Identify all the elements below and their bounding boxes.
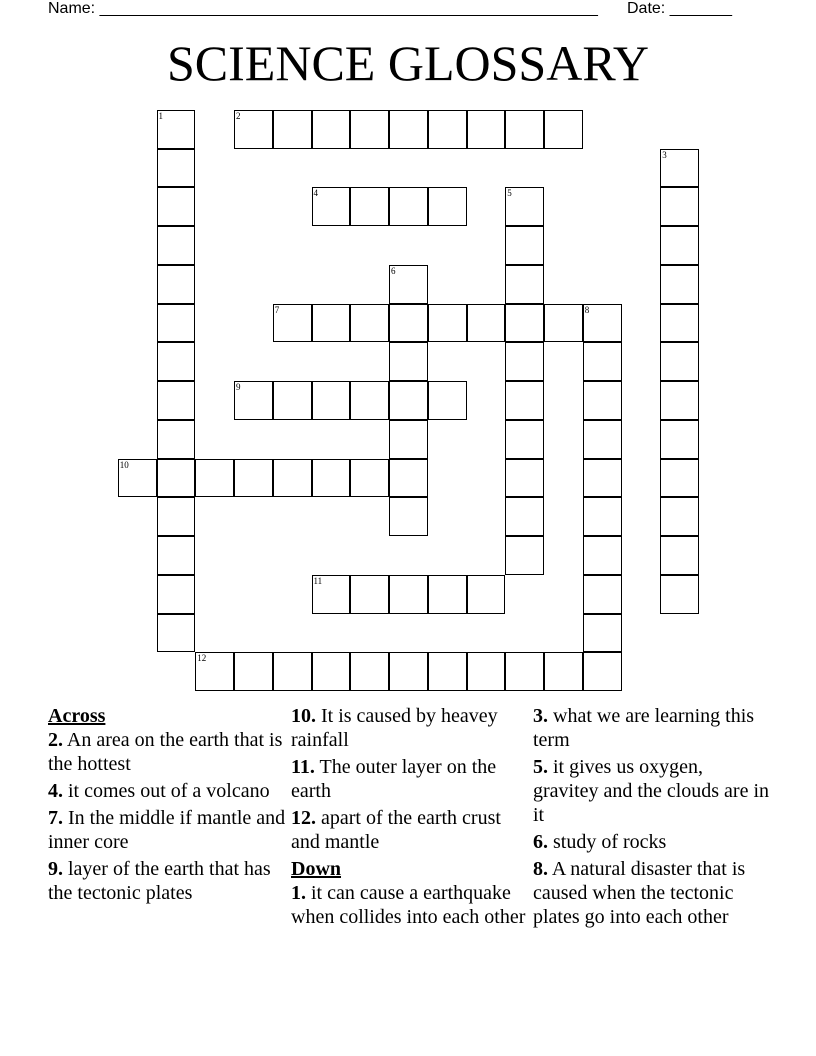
- grid-cell[interactable]: [389, 304, 428, 343]
- grid-cell[interactable]: [389, 381, 428, 420]
- clue-text: apart of the earth crust and mantle: [291, 807, 501, 853]
- grid-cell[interactable]: [157, 381, 196, 420]
- clue-number: 8.: [533, 858, 548, 880]
- clue-number: 10: [119, 459, 129, 470]
- grid-cell[interactable]: [312, 459, 351, 498]
- clue-text: it gives us oxygen, gravitey and the clouds are in it: [533, 756, 770, 826]
- grid-cell[interactable]: [157, 420, 196, 459]
- grid-cell[interactable]: [428, 187, 467, 226]
- grid-cell[interactable]: [660, 187, 699, 226]
- clue: [533, 830, 773, 854]
- grid-cell[interactable]: [234, 459, 273, 498]
- grid-cell[interactable]: [157, 149, 196, 188]
- clue: [48, 779, 288, 803]
- clue-number: 1.: [291, 882, 306, 904]
- grid-cell[interactable]: [273, 459, 312, 498]
- grid-cell[interactable]: [544, 110, 583, 149]
- grid-cell[interactable]: [505, 226, 544, 265]
- grid-cell[interactable]: [157, 497, 196, 536]
- grid-cell[interactable]: [467, 110, 506, 149]
- grid-cell[interactable]: [660, 497, 699, 536]
- grid-cell[interactable]: [389, 652, 428, 691]
- grid-cell[interactable]: [583, 304, 622, 343]
- clue: [291, 704, 531, 752]
- grid-cell[interactable]: [505, 459, 544, 498]
- clue-number: 3.: [533, 705, 548, 727]
- grid-cell[interactable]: [660, 226, 699, 265]
- grid-cell[interactable]: [428, 110, 467, 149]
- grid-cell[interactable]: [157, 226, 196, 265]
- clue-number: 6: [391, 265, 396, 276]
- grid-cell[interactable]: [195, 459, 234, 498]
- grid-cell[interactable]: [505, 536, 544, 575]
- grid-cell[interactable]: [583, 614, 622, 653]
- clue-number: 12.: [291, 807, 316, 829]
- grid-cell[interactable]: [660, 304, 699, 343]
- grid-cell[interactable]: [389, 497, 428, 536]
- grid-cell[interactable]: [273, 304, 312, 343]
- grid-cell[interactable]: [350, 459, 389, 498]
- clue-number: 11: [313, 575, 323, 586]
- grid-cell[interactable]: [350, 187, 389, 226]
- down-heading: Down: [291, 858, 342, 880]
- grid-cell[interactable]: [157, 304, 196, 343]
- clue-number: 3: [662, 149, 667, 160]
- clue-text: it comes out of a volcano: [68, 780, 270, 802]
- clue: [291, 881, 531, 929]
- grid-cell[interactable]: [467, 575, 506, 614]
- grid-cell[interactable]: [583, 575, 622, 614]
- grid-cell[interactable]: [505, 187, 544, 226]
- clue-text: it can cause a earthquake when collides into each other: [291, 882, 526, 928]
- grid-cell[interactable]: [660, 536, 699, 575]
- grid-cell[interactable]: [583, 381, 622, 420]
- grid-cell[interactable]: [583, 459, 622, 498]
- grid-cell[interactable]: [157, 265, 196, 304]
- clue-text: It is caused by heavey rainfall: [291, 705, 498, 751]
- clue-text: A natural disaster that is caused when the tectonic plates go into each other: [533, 858, 746, 928]
- clue: [291, 755, 531, 803]
- grid-cell[interactable]: [389, 265, 428, 304]
- grid-cell[interactable]: [505, 342, 544, 381]
- grid-cell[interactable]: [273, 652, 312, 691]
- clue-text: what we are learning this term: [533, 705, 755, 751]
- clue: [533, 704, 773, 752]
- grid-cell[interactable]: [660, 459, 699, 498]
- grid-cell[interactable]: [428, 304, 467, 343]
- grid-cell[interactable]: [350, 304, 389, 343]
- clues-column-1: [48, 704, 288, 908]
- grid-cell[interactable]: [312, 304, 351, 343]
- grid-cell[interactable]: [157, 459, 196, 498]
- grid-cell[interactable]: [350, 652, 389, 691]
- grid-cell[interactable]: [660, 149, 699, 188]
- clue-text: study of rocks: [553, 831, 667, 853]
- clue: [48, 857, 288, 905]
- grid-cell[interactable]: [467, 652, 506, 691]
- clue-text: layer of the earth that has the tectonic plates: [48, 858, 271, 904]
- grid-cell[interactable]: [312, 110, 351, 149]
- clue-number: 6.: [533, 831, 548, 853]
- grid-cell[interactable]: [157, 110, 196, 149]
- clues-column-2: [291, 704, 531, 932]
- clue-number: 1: [158, 110, 163, 121]
- grid-cell[interactable]: [312, 652, 351, 691]
- grid-cell[interactable]: [312, 381, 351, 420]
- grid-cell[interactable]: [505, 381, 544, 420]
- grid-cell[interactable]: [273, 110, 312, 149]
- grid-cell[interactable]: [428, 575, 467, 614]
- clue-number: 7.: [48, 807, 63, 829]
- date-field: Date: _______: [627, 0, 732, 17]
- clue-number: 12: [197, 653, 207, 664]
- grid-cell[interactable]: [234, 110, 273, 149]
- grid-cell[interactable]: [389, 342, 428, 381]
- clue: [533, 755, 773, 827]
- grid-cell[interactable]: [389, 575, 428, 614]
- grid-cell[interactable]: [467, 304, 506, 343]
- clue-number: 11.: [291, 756, 315, 778]
- grid-cell[interactable]: [505, 497, 544, 536]
- grid-cell[interactable]: [505, 652, 544, 691]
- grid-cell[interactable]: [389, 187, 428, 226]
- grid-cell[interactable]: [583, 536, 622, 575]
- grid-cell[interactable]: [195, 652, 234, 691]
- grid-cell[interactable]: [660, 381, 699, 420]
- clue-text: The outer layer on the earth: [291, 756, 497, 802]
- clue-number: 7: [274, 304, 280, 315]
- clue: [48, 728, 288, 776]
- grid-cell[interactable]: [505, 420, 544, 459]
- grid-cell[interactable]: [583, 342, 622, 381]
- clue-number: 9: [236, 382, 241, 392]
- grid-cell[interactable]: [350, 110, 389, 149]
- clue-number: 9.: [48, 858, 63, 880]
- grid-cell[interactable]: [157, 575, 196, 614]
- grid-cell[interactable]: [583, 420, 622, 459]
- grid-cell[interactable]: [505, 265, 544, 304]
- grid-cell[interactable]: [583, 497, 622, 536]
- grid-cell[interactable]: [234, 381, 273, 420]
- clue-number: 4: [313, 188, 318, 199]
- clue-text: An area on the earth that is the hottest: [48, 729, 283, 775]
- across-heading: Across: [48, 705, 106, 727]
- grid-cell[interactable]: [312, 187, 351, 226]
- clue-number: 4.: [48, 780, 63, 802]
- grid-cell[interactable]: [273, 381, 312, 420]
- clue: [533, 857, 773, 929]
- clue-number: 2.: [48, 729, 63, 751]
- grid-cell[interactable]: [428, 381, 467, 420]
- grid-cell[interactable]: [660, 420, 699, 459]
- grid-cell[interactable]: [505, 304, 544, 343]
- grid-cell[interactable]: [350, 575, 389, 614]
- name-field: Name: ________________________________________________________: [48, 0, 598, 17]
- grid-cell[interactable]: [389, 420, 428, 459]
- clue: [48, 806, 288, 854]
- grid-cell[interactable]: [583, 652, 622, 691]
- clue-number: 2: [236, 110, 241, 121]
- clue-number: 8: [584, 304, 590, 315]
- page-title: SCIENCE GLOSSARY: [166, 35, 650, 91]
- grid-cell[interactable]: [544, 652, 583, 691]
- grid-cell[interactable]: [428, 652, 467, 691]
- grid-cell[interactable]: [660, 265, 699, 304]
- grid-cell[interactable]: [660, 575, 699, 614]
- grid-cell[interactable]: [157, 187, 196, 226]
- clue-number: 5: [507, 188, 512, 199]
- grid-cell[interactable]: [350, 381, 389, 420]
- clue-number: 5.: [533, 756, 548, 778]
- grid-cell[interactable]: [234, 652, 273, 691]
- grid-cell[interactable]: [389, 110, 428, 149]
- grid-cell[interactable]: [312, 575, 351, 614]
- grid-cell[interactable]: [157, 614, 196, 653]
- clue: [291, 806, 531, 854]
- clue-number: 10.: [291, 705, 316, 727]
- clue-text: In the middle if mantle and inner core: [48, 807, 286, 853]
- grid-cell[interactable]: [544, 304, 583, 343]
- grid-cell[interactable]: [157, 342, 196, 381]
- grid-cell[interactable]: [505, 110, 544, 149]
- clues-column-3: [533, 704, 773, 932]
- grid-cell[interactable]: [157, 536, 196, 575]
- grid-cell[interactable]: [118, 459, 157, 498]
- grid-cell[interactable]: [660, 342, 699, 381]
- grid-cell[interactable]: [389, 459, 428, 498]
